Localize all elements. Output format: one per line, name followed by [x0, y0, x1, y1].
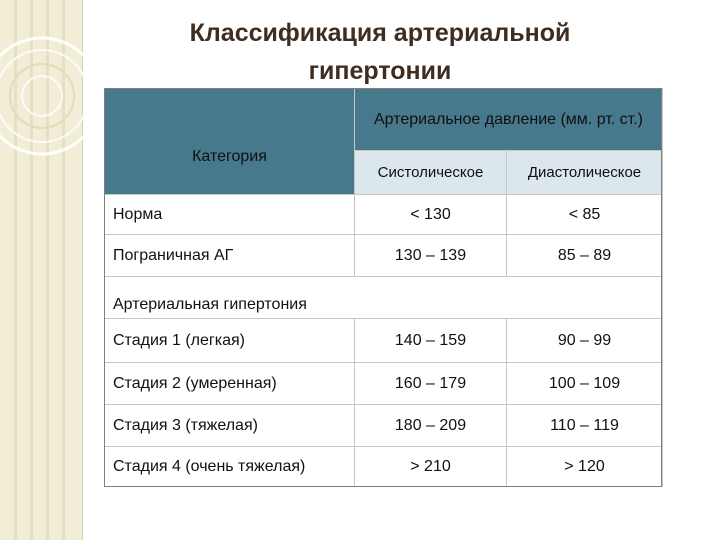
header-category: Категория	[105, 89, 355, 195]
header-systolic: Систолическое	[355, 151, 507, 195]
row-diastolic: 100 – 109	[507, 363, 663, 405]
decorative-rings-icon	[0, 0, 120, 200]
row-diastolic: < 85	[507, 195, 663, 235]
row-systolic: < 130	[355, 195, 507, 235]
row-category: Стадия 3 (тяжелая)	[105, 405, 355, 447]
row-category: Стадия 2 (умеренная)	[105, 363, 355, 405]
row-diastolic: > 120	[507, 447, 663, 487]
row-systolic: 130 – 139	[355, 235, 507, 277]
row-diastolic: 90 – 99	[507, 319, 663, 363]
page-title: Классификация артериальной гипертонии	[189, 19, 571, 85]
header-diastolic: Диастолическое	[507, 151, 663, 195]
bp-classification-table	[104, 88, 663, 487]
table-row	[105, 405, 663, 447]
row-category: Норма	[105, 195, 355, 235]
table-row	[105, 235, 663, 277]
table-header-row	[105, 89, 663, 151]
row-diastolic: 110 – 119	[507, 405, 663, 447]
row-category: Пограничная АГ	[105, 235, 355, 277]
row-category: Стадия 1 (легкая)	[105, 319, 355, 363]
table-row	[105, 195, 663, 235]
row-diastolic: 85 – 89	[507, 235, 663, 277]
table-row	[105, 447, 663, 487]
row-category: Стадия 4 (очень тяжелая)	[105, 447, 355, 487]
section-label: Артериальная гипертония	[105, 277, 663, 319]
table-row	[105, 363, 663, 405]
row-systolic: 160 – 179	[355, 363, 507, 405]
row-systolic: 140 – 159	[355, 319, 507, 363]
table-row	[105, 319, 663, 363]
header-pressure: Артериальное давление (мм. рт. ст.)	[355, 89, 663, 151]
row-systolic: > 210	[355, 447, 507, 487]
row-systolic: 180 – 209	[355, 405, 507, 447]
section-row	[105, 277, 663, 319]
